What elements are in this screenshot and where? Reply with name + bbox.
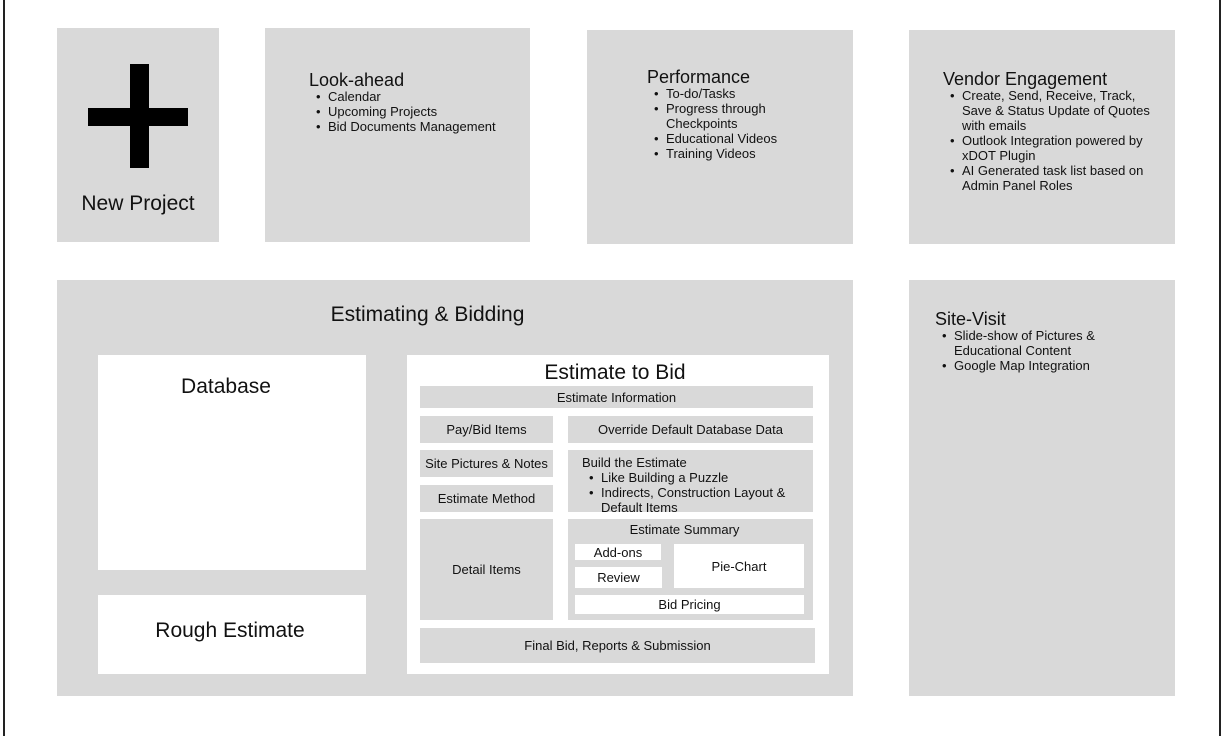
list-item: • Upcoming Projects: [309, 104, 524, 119]
estimate-information-block[interactable]: Estimate Information: [420, 386, 813, 408]
list-item: • Outlook Integration powered by xDOT Plugin: [943, 133, 1159, 163]
review-block[interactable]: Review: [575, 567, 662, 588]
final-bid-block[interactable]: Final Bid, Reports & Submission: [420, 628, 815, 663]
override-default-block[interactable]: Override Default Database Data: [568, 416, 813, 443]
lookahead-title: Look-ahead: [309, 70, 405, 90]
bid-pricing-block[interactable]: Bid Pricing: [575, 595, 804, 614]
plus-icon: [88, 64, 188, 168]
database-box[interactable]: [98, 355, 366, 570]
vendor-list: [943, 88, 1159, 193]
list-item: • AI Generated task list based on Admin Panel Roles: [943, 163, 1159, 193]
site-visit-title: Site-Visit: [935, 309, 1006, 329]
estimate-to-bid-box: [407, 355, 829, 674]
list-item: • Create, Send, Receive, Track, Save & Status Update of Quotes with emails: [943, 88, 1159, 133]
pay-bid-items-block[interactable]: Pay/Bid Items: [420, 416, 553, 443]
pie-chart-block[interactable]: Pie-Chart: [674, 544, 804, 588]
list-item: • Google Map Integration: [935, 358, 1125, 373]
list-item: • Progress through Checkpoints: [647, 101, 807, 131]
list-item: • Slide-show of Pictures & Educational Content: [935, 328, 1125, 358]
list-item: • Indirects, Construction Layout & Default Items: [582, 485, 810, 515]
build-estimate-block[interactable]: [568, 450, 813, 515]
list-item: • Like Building a Puzzle: [582, 470, 810, 485]
site-visit-list: [935, 328, 1125, 373]
list-item: • Training Videos: [647, 146, 807, 161]
estimating-bidding-panel: [57, 280, 853, 696]
vendor-engagement-card: [909, 30, 1175, 244]
estimate-to-bid-title: Estimate to Bid: [544, 361, 686, 384]
lookahead-list: [309, 89, 524, 134]
site-visit-card: [909, 280, 1175, 696]
estimate-summary-title: Estimate Summary: [629, 522, 740, 537]
database-label: Database: [181, 375, 271, 398]
estimate-method-block[interactable]: Estimate Method: [420, 485, 553, 512]
new-project-card[interactable]: [57, 28, 219, 242]
performance-card: [587, 30, 853, 244]
add-ons-block[interactable]: Add-ons: [575, 544, 661, 560]
performance-title: Performance: [647, 67, 751, 87]
build-estimate-title: Build the Estimate: [582, 455, 687, 470]
estimating-title: Estimating & Bidding: [330, 303, 525, 326]
vendor-title: Vendor Engagement: [943, 69, 1108, 89]
list-item: • Bid Documents Management: [309, 119, 524, 134]
detail-items-block[interactable]: Detail Items: [420, 519, 553, 620]
rough-estimate-box[interactable]: [98, 595, 366, 674]
build-estimate-list: [582, 470, 810, 515]
new-project-label: New Project: [81, 192, 195, 215]
list-item: • To-do/Tasks: [647, 86, 807, 101]
list-item: • Educational Videos: [647, 131, 807, 146]
list-item: • Calendar: [309, 89, 524, 104]
estimate-summary-block: [568, 519, 813, 620]
performance-list: [647, 86, 807, 161]
lookahead-card: [265, 28, 530, 242]
site-pictures-notes-block[interactable]: Site Pictures & Notes: [420, 450, 553, 477]
rough-estimate-label: Rough Estimate: [155, 619, 305, 642]
